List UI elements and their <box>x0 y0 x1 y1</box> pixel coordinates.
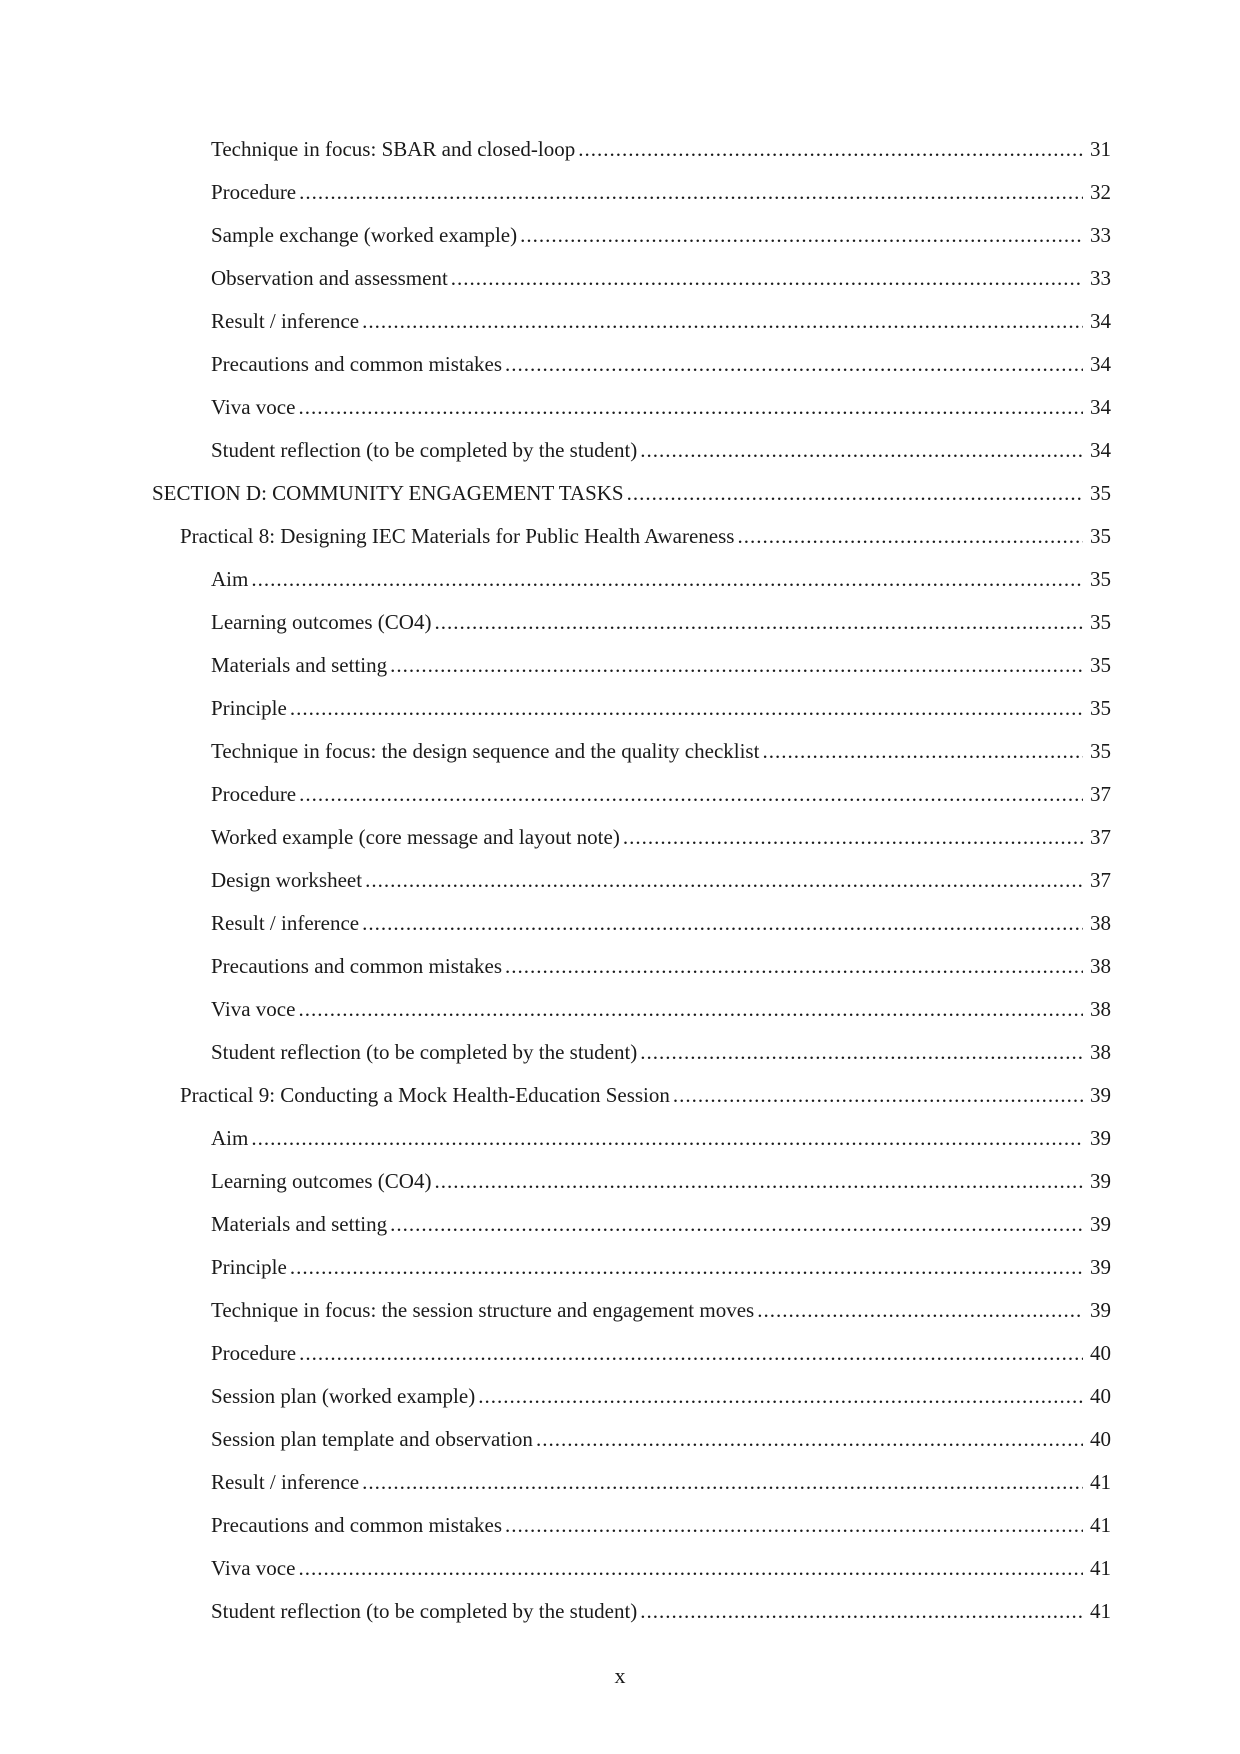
toc-dot-leader <box>520 214 1083 257</box>
toc-chapter-entry[interactable] <box>0 1074 1240 1117</box>
toc-entry-page-number: 41 <box>1090 1470 1111 1494</box>
toc-dot-leader <box>478 1375 1083 1418</box>
toc-entry-page-number: 35 <box>1090 481 1111 505</box>
toc-entry-title: Procedure <box>211 1341 297 1365</box>
toc-entry-page-number: 33 <box>1090 266 1111 290</box>
toc-dot-leader <box>365 859 1083 902</box>
toc-entry-title: Learning outcomes (CO4) <box>211 1169 432 1193</box>
toc-subentry[interactable] <box>0 1332 1240 1375</box>
toc-subentry[interactable] <box>0 945 1240 988</box>
toc-subentry[interactable] <box>0 558 1240 601</box>
toc-entry-page-number: 35 <box>1090 610 1111 634</box>
toc-entry-page-number: 41 <box>1090 1556 1111 1580</box>
toc-subentry[interactable] <box>0 171 1240 214</box>
toc-subentry[interactable] <box>0 386 1240 429</box>
toc-entry-title: Practical 9: Conducting a Mock Health-Education Session <box>180 1083 670 1107</box>
toc-entry-title: Technique in focus: the design sequence and the quality checklist <box>211 739 760 763</box>
toc-entry-title: Result / inference <box>211 309 360 333</box>
toc-entry-page-number: 34 <box>1090 309 1111 333</box>
toc-entry-title: Procedure <box>211 180 297 204</box>
toc-entry-title: Design worksheet <box>211 868 363 892</box>
toc-dot-leader <box>451 257 1083 300</box>
toc-subentry[interactable] <box>0 601 1240 644</box>
toc-dot-leader <box>578 128 1083 171</box>
toc-entry-title: Aim <box>211 1126 249 1150</box>
toc-chapter-entry[interactable] <box>0 515 1240 558</box>
toc-subentry[interactable] <box>0 300 1240 343</box>
toc-entry-title: Session plan template and observation <box>211 1427 533 1451</box>
toc-dot-leader <box>290 1246 1083 1289</box>
toc-entry-title: Principle <box>211 696 287 720</box>
toc-entry-page-number: 38 <box>1090 954 1111 978</box>
toc-subentry[interactable] <box>0 644 1240 687</box>
toc-entry-page-number: 34 <box>1090 352 1111 376</box>
toc-entry-page-number: 40 <box>1090 1341 1111 1365</box>
toc-dot-leader <box>251 558 1083 601</box>
toc-dot-leader <box>640 1590 1083 1633</box>
toc-entry-title: Precautions and common mistakes <box>211 352 503 376</box>
toc-subentry[interactable] <box>0 1203 1240 1246</box>
toc-dot-leader <box>762 730 1083 773</box>
toc-dot-leader <box>623 816 1083 859</box>
toc-entry-title: Technique in focus: the session structure and engagement moves <box>211 1298 755 1322</box>
toc-subentry[interactable] <box>0 214 1240 257</box>
toc-entry-title: Practical 8: Designing IEC Materials for Public Health Awareness <box>180 524 735 548</box>
toc-dot-leader <box>298 988 1083 1031</box>
toc-subentry[interactable] <box>0 429 1240 472</box>
page-number: x <box>614 1663 626 1688</box>
toc-entry-title: Technique in focus: SBAR and closed-loop <box>211 137 576 161</box>
toc-entry-page-number: 31 <box>1090 137 1111 161</box>
toc-entry-title: Result / inference <box>211 911 360 935</box>
toc-dot-leader <box>737 515 1083 558</box>
toc-dot-leader <box>299 1332 1083 1375</box>
toc-dot-leader <box>390 1203 1083 1246</box>
toc-subentry[interactable] <box>0 988 1240 1031</box>
toc-entry-page-number: 39 <box>1090 1212 1111 1236</box>
toc-subentry[interactable] <box>0 687 1240 730</box>
toc-dot-leader <box>627 472 1083 515</box>
toc-entry-page-number: 40 <box>1090 1384 1111 1408</box>
toc-entry-page-number: 35 <box>1090 653 1111 677</box>
toc-entry-page-number: 33 <box>1090 223 1111 247</box>
toc-dot-leader <box>505 945 1083 988</box>
toc-entry-page-number: 39 <box>1090 1298 1111 1322</box>
toc-subentry[interactable] <box>0 1117 1240 1160</box>
toc-subentry[interactable] <box>0 730 1240 773</box>
toc-dot-leader <box>640 1031 1083 1074</box>
toc-entry-title: Viva voce <box>211 1556 296 1580</box>
toc-subentry[interactable] <box>0 859 1240 902</box>
toc-entry-page-number: 38 <box>1090 911 1111 935</box>
toc-entry-title: Precautions and common mistakes <box>211 954 503 978</box>
toc-entry-title: Precautions and common mistakes <box>211 1513 503 1537</box>
toc-subentry[interactable] <box>0 816 1240 859</box>
toc-subentry[interactable] <box>0 1289 1240 1332</box>
toc-entry-title: Materials and setting <box>211 653 388 677</box>
toc-entry-page-number: 35 <box>1090 567 1111 591</box>
toc-entry-page-number: 39 <box>1090 1255 1111 1279</box>
toc-entry-page-number: 34 <box>1090 395 1111 419</box>
toc-dot-leader <box>434 601 1083 644</box>
toc-entry-page-number: 41 <box>1090 1599 1111 1623</box>
toc-entry-title: Student reflection (to be completed by the student) <box>211 438 638 462</box>
toc-entry-page-number: 35 <box>1090 524 1111 548</box>
toc-subentry[interactable] <box>0 902 1240 945</box>
toc-dot-leader <box>362 300 1083 343</box>
toc-subentry[interactable] <box>0 257 1240 300</box>
toc-entry-title: Worked example (core message and layout note) <box>211 825 620 849</box>
toc-dot-leader <box>251 1117 1083 1160</box>
toc-subentry[interactable] <box>0 128 1240 171</box>
toc-entry-title: Learning outcomes (CO4) <box>211 610 432 634</box>
toc-entry-page-number: 35 <box>1090 739 1111 763</box>
toc-entry-page-number: 37 <box>1090 782 1111 806</box>
toc-dot-leader <box>298 1547 1083 1590</box>
toc-entry-title: Principle <box>211 1255 287 1279</box>
toc-subentry[interactable] <box>0 343 1240 386</box>
toc-dot-leader <box>299 773 1083 816</box>
toc-dot-leader <box>757 1289 1083 1332</box>
toc-dot-leader <box>362 1461 1083 1504</box>
toc-dot-leader <box>536 1418 1083 1461</box>
toc-dot-leader <box>390 644 1083 687</box>
toc-entry-title: Student reflection (to be completed by the student) <box>211 1040 638 1064</box>
toc-entry-title: Procedure <box>211 782 297 806</box>
toc-entry-page-number: 41 <box>1090 1513 1111 1537</box>
toc-entry-title: Materials and setting <box>211 1212 388 1236</box>
toc-section-heading[interactable] <box>0 472 1240 515</box>
toc-entry-page-number: 39 <box>1090 1083 1111 1107</box>
toc-dot-leader <box>434 1160 1083 1203</box>
toc-entry-page-number: 38 <box>1090 997 1111 1021</box>
toc-entry-title: Observation and assessment <box>211 266 448 290</box>
toc-subentry[interactable] <box>0 1547 1240 1590</box>
toc-dot-leader <box>298 386 1083 429</box>
toc-entry-page-number: 40 <box>1090 1427 1111 1451</box>
toc-subentry[interactable] <box>0 1418 1240 1461</box>
toc-subentry[interactable] <box>0 1375 1240 1418</box>
toc-subentry[interactable] <box>0 1461 1240 1504</box>
toc-entry-page-number: 37 <box>1090 825 1111 849</box>
toc-dot-leader <box>673 1074 1083 1117</box>
toc-entry-title: Sample exchange (worked example) <box>211 223 518 247</box>
toc-entry-page-number: 35 <box>1090 696 1111 720</box>
toc-dot-leader <box>640 429 1083 472</box>
toc-subentry[interactable] <box>0 1246 1240 1289</box>
toc-entry-title: Viva voce <box>211 395 296 419</box>
toc-subentry[interactable] <box>0 773 1240 816</box>
toc-entry-title: Viva voce <box>211 997 296 1021</box>
toc-entry-page-number: 37 <box>1090 868 1111 892</box>
table-of-contents <box>0 128 1240 1633</box>
toc-entry-page-number: 32 <box>1090 180 1111 204</box>
toc-entry-title: SECTION D: COMMUNITY ENGAGEMENT TASKS <box>152 481 624 505</box>
toc-subentry[interactable] <box>0 1590 1240 1633</box>
toc-subentry[interactable] <box>0 1504 1240 1547</box>
toc-dot-leader <box>290 687 1083 730</box>
toc-subentry[interactable] <box>0 1160 1240 1203</box>
toc-subentry[interactable] <box>0 1031 1240 1074</box>
toc-entry-title: Session plan (worked example) <box>211 1384 476 1408</box>
toc-entry-page-number: 34 <box>1090 438 1111 462</box>
toc-entry-page-number: 39 <box>1090 1126 1111 1150</box>
toc-dot-leader <box>362 902 1083 945</box>
toc-dot-leader <box>299 171 1083 214</box>
toc-dot-leader <box>505 343 1083 386</box>
toc-entry-page-number: 39 <box>1090 1169 1111 1193</box>
toc-entry-title: Result / inference <box>211 1470 360 1494</box>
toc-entry-page-number: 38 <box>1090 1040 1111 1064</box>
toc-dot-leader <box>505 1504 1083 1547</box>
toc-entry-title: Aim <box>211 567 249 591</box>
toc-entry-title: Student reflection (to be completed by the student) <box>211 1599 638 1623</box>
